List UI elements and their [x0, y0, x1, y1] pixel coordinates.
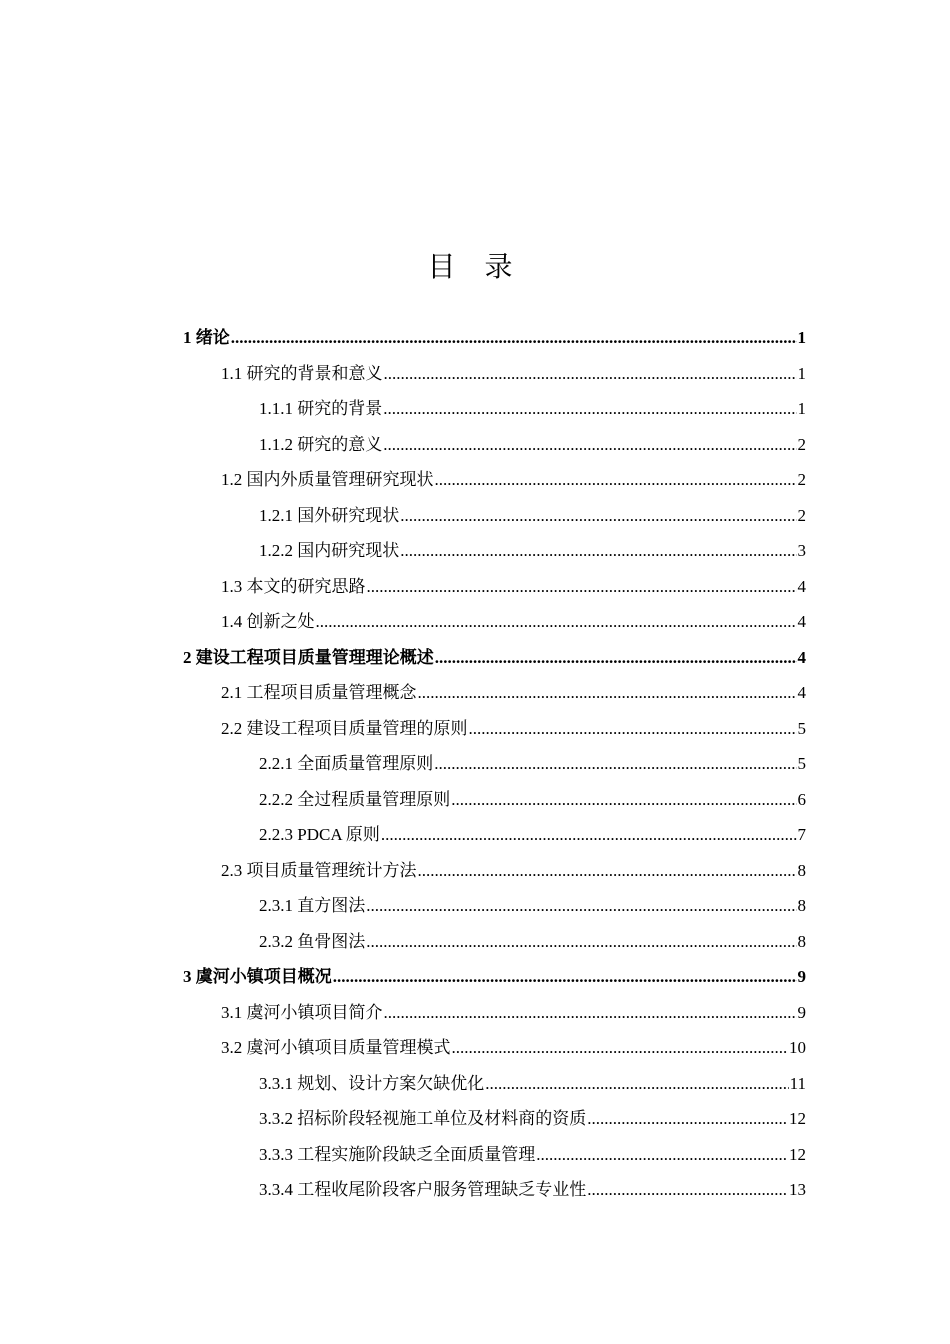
- toc-entry[interactable]: [183, 391, 806, 427]
- toc-entry[interactable]: [183, 640, 806, 676]
- toc-dot-leader: [366, 888, 796, 924]
- toc-title: 目 录: [427, 249, 523, 283]
- toc-entry[interactable]: [183, 1030, 806, 1066]
- toc-entry-label: 1.1.2 研究的意义: [259, 434, 383, 454]
- toc-entry-label: 2.2.1 全面质量管理原则: [259, 754, 434, 773]
- toc-dot-leader: [418, 675, 797, 711]
- toc-dot-leader: [400, 498, 796, 534]
- toc-dot-leader: [435, 640, 797, 676]
- toc-dot-leader: [366, 924, 796, 960]
- toc-entry-label: 3.3.4 工程收尾阶段客户服务管理缺乏专业性: [259, 1180, 587, 1199]
- toc-entry[interactable]: [183, 853, 806, 889]
- toc-entry[interactable]: [183, 498, 806, 534]
- toc-page-number: 4: [797, 576, 806, 596]
- toc-entry-label: 2.1 工程项目质量管理概念: [221, 683, 417, 702]
- toc-entry-label: 1.3 本文的研究思路: [221, 576, 366, 596]
- toc-page-number: 7: [797, 825, 806, 844]
- toc-entry-label: 3.3.3 工程实施阶段缺乏全面质量管理: [259, 1144, 536, 1164]
- toc-entry-label: 2.3.2 鱼骨图法: [259, 931, 366, 951]
- toc-page-number: 5: [797, 718, 806, 738]
- toc-dot-leader: [469, 711, 797, 747]
- toc-page-number: 1: [797, 399, 806, 418]
- toc-page-number: 1: [797, 328, 806, 347]
- toc-entry-label: 3.2 虞河小镇项目质量管理模式: [221, 1038, 451, 1057]
- toc-entry[interactable]: [183, 569, 806, 605]
- toc-page-number: 13: [789, 1180, 806, 1199]
- toc-page-number: 8: [797, 860, 806, 880]
- toc-page-number: 9: [797, 1002, 806, 1022]
- toc-page-number: 1: [797, 363, 806, 383]
- toc-dot-leader: [383, 391, 796, 427]
- toc-entry[interactable]: [183, 675, 806, 711]
- toc-dot-leader: [400, 533, 796, 569]
- toc-dot-leader: [383, 427, 796, 463]
- toc-entry-label: 1.1.1 研究的背景: [259, 399, 383, 418]
- toc-page-number: 8: [797, 931, 806, 951]
- toc-page-number: 12: [789, 1109, 806, 1128]
- toc-entry-label: 1.1 研究的背景和意义: [221, 363, 383, 383]
- toc-entry-label: 2 建设工程项目质量管理理论概述: [183, 647, 434, 667]
- toc-dot-leader: [587, 1101, 788, 1137]
- toc-entry[interactable]: [183, 533, 806, 569]
- toc-entry[interactable]: [183, 1101, 806, 1137]
- toc-page-number: 10: [789, 1038, 806, 1057]
- toc-entry[interactable]: [183, 817, 806, 853]
- toc-entry[interactable]: [183, 746, 806, 782]
- toc-entry-label: 1.2 国内外质量管理研究现状: [221, 470, 434, 489]
- toc-page-number: 5: [797, 754, 806, 773]
- toc-entry[interactable]: [183, 1066, 806, 1102]
- toc-entry[interactable]: [183, 320, 806, 356]
- toc-entry[interactable]: [183, 782, 806, 818]
- toc-dot-leader: [536, 1137, 788, 1173]
- toc-dot-leader: [452, 1030, 789, 1066]
- toc-dot-leader: [316, 604, 797, 640]
- toc-page-number: 8: [797, 896, 806, 915]
- toc-page-number: 2: [797, 470, 806, 489]
- toc-entry[interactable]: [183, 604, 806, 640]
- toc-entry[interactable]: [183, 995, 806, 1031]
- toc-page-number: 6: [797, 789, 806, 809]
- toc-page-number: 9: [797, 967, 806, 986]
- toc-entry-label: 1.4 创新之处: [221, 612, 315, 631]
- toc-dot-leader: [451, 782, 796, 818]
- toc-dot-leader: [381, 817, 797, 853]
- toc-page-number: 12: [789, 1144, 806, 1164]
- toc-page-number: 11: [789, 1073, 806, 1093]
- toc-entry[interactable]: [183, 462, 806, 498]
- toc-dot-leader: [434, 746, 796, 782]
- toc-entry[interactable]: [183, 356, 806, 392]
- toc-dot-leader: [231, 320, 797, 356]
- toc-dot-leader: [485, 1066, 788, 1102]
- toc-page-number: 3: [797, 541, 806, 560]
- toc-page-number: 4: [797, 612, 806, 631]
- toc-entry[interactable]: [183, 711, 806, 747]
- toc-page-number: 2: [797, 434, 806, 454]
- toc-dot-leader: [384, 356, 797, 392]
- toc-entry-label: 3.3.1 规划、设计方案欠缺优化: [259, 1073, 485, 1093]
- table-of-contents: [183, 320, 806, 1208]
- toc-entry[interactable]: [183, 1137, 806, 1173]
- toc-entry-label: 1 绪论: [183, 328, 230, 347]
- toc-entry-label: 2.2 建设工程项目质量管理的原则: [221, 718, 468, 738]
- toc-entry-label: 1.2.2 国内研究现状: [259, 541, 400, 560]
- toc-page-number: 4: [797, 647, 806, 667]
- toc-entry[interactable]: [183, 427, 806, 463]
- toc-dot-leader: [587, 1172, 788, 1208]
- toc-page-number: 4: [797, 683, 806, 702]
- toc-entry[interactable]: [183, 888, 806, 924]
- toc-dot-leader: [418, 853, 797, 889]
- toc-entry[interactable]: [183, 1172, 806, 1208]
- toc-entry-label: 2.3.1 直方图法: [259, 896, 366, 915]
- toc-entry-label: 2.2.3 PDCA 原则: [259, 825, 380, 844]
- toc-entry-label: 3.3.2 招标阶段轻视施工单位及材料商的资质: [259, 1109, 587, 1128]
- toc-entry-label: 2.3 项目质量管理统计方法: [221, 860, 417, 880]
- toc-dot-leader: [333, 959, 797, 995]
- toc-entry[interactable]: [183, 924, 806, 960]
- toc-dot-leader: [384, 995, 797, 1031]
- toc-page-number: 2: [797, 505, 806, 525]
- toc-entry[interactable]: [183, 959, 806, 995]
- toc-entry-label: 2.2.2 全过程质量管理原则: [259, 789, 451, 809]
- toc-dot-leader: [367, 569, 797, 605]
- toc-entry-label: 3 虞河小镇项目概况: [183, 967, 332, 986]
- toc-entry-label: 1.2.1 国外研究现状: [259, 505, 400, 525]
- toc-dot-leader: [435, 462, 797, 498]
- toc-entry-label: 3.1 虞河小镇项目简介: [221, 1002, 383, 1022]
